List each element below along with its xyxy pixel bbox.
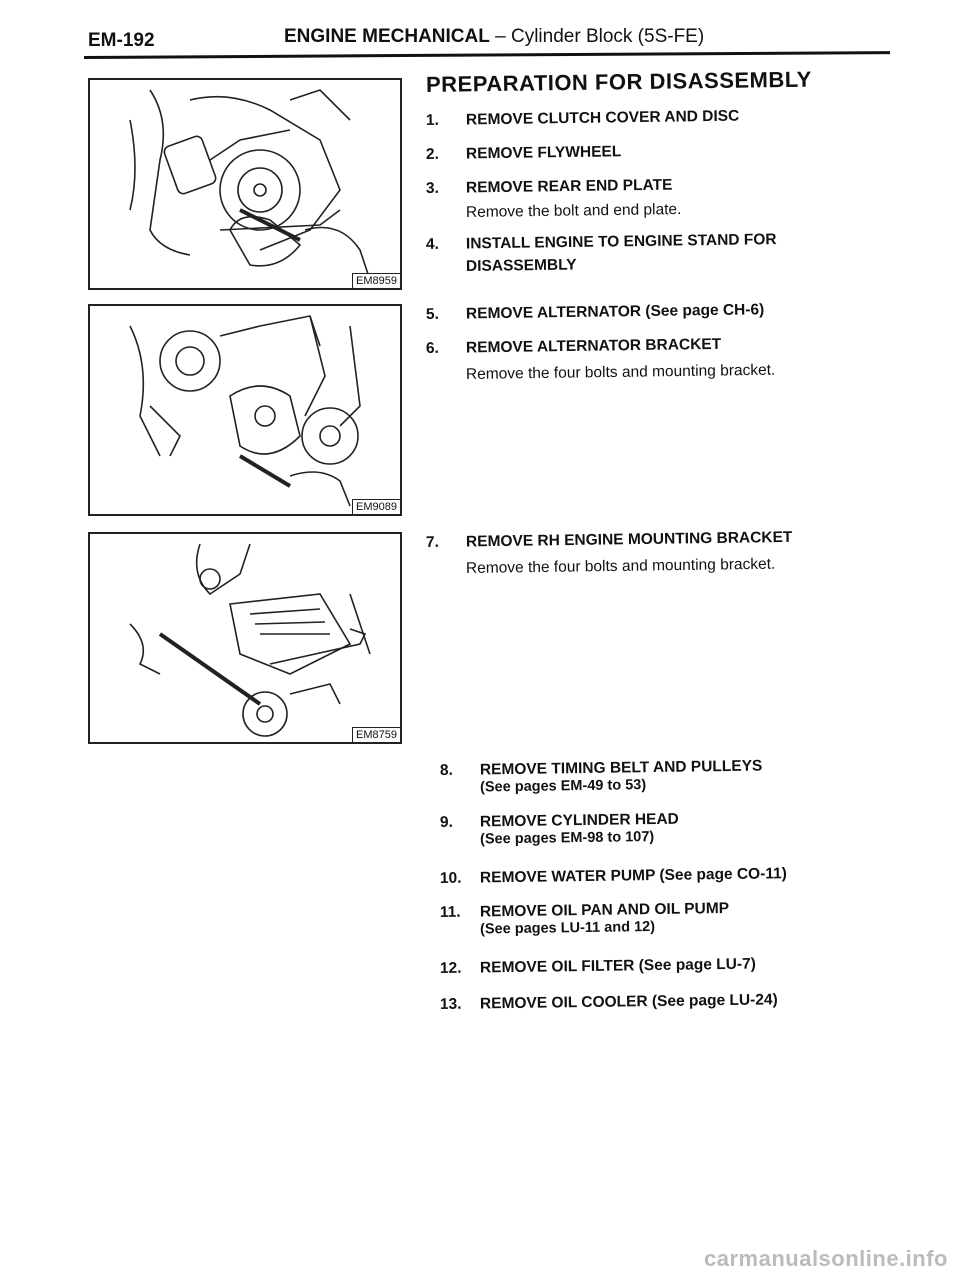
figure-id: EM9089 [352,499,400,514]
step-reference: (See pages LU-11 and 12) [480,918,656,938]
alternator-bracket-illustration [90,306,400,514]
flywheel-illustration [90,80,400,288]
step-11 [440,900,730,938]
chapter-title [284,26,704,48]
step-2 [426,143,622,164]
watermark: carmanualsonline.info [704,1246,948,1271]
step-6-note: Remove the four bolts and mounting bracket. [465,361,776,383]
step-number: 11. [439,903,461,921]
step-title: REMOVE WATER PUMP (See page CO-11) [479,865,787,887]
step-number: 4. [425,235,440,253]
step-10 [440,865,787,888]
step-number: 12. [439,959,462,977]
step-number: 8. [439,761,453,779]
step-number: 2. [425,145,440,163]
step-4-title-continued: DISASSEMBLY [465,256,577,275]
subsection-name: – Cylinder Block (5S-FE) [495,26,705,47]
step-number: 3. [425,179,440,197]
mounting-bracket-illustration [90,534,400,742]
step-title: REMOVE CLUTCH COVER AND DISC [465,107,740,129]
step-13 [440,991,778,1014]
step-number: 1. [425,111,440,129]
step-3 [426,177,673,198]
step-3-note: Remove the bolt and end plate. [465,200,682,221]
step-title: REMOVE OIL PAN AND OIL PUMP [479,899,730,921]
step-title: REMOVE REAR END PLATE [465,176,673,197]
step-title: REMOVE OIL FILTER (See page LU-7) [479,955,756,977]
step-12 [440,956,756,978]
step-number: 6. [425,339,440,357]
step-title: REMOVE TIMING BELT AND PULLEYS [479,757,763,779]
step-number: 10. [439,869,462,887]
figure-alternator-bracket [88,304,402,516]
step-title: REMOVE FLYWHEEL [465,143,622,163]
step-8 [440,757,763,795]
step-4 [426,231,777,254]
header-rule [84,51,890,59]
step-title: REMOVE ALTERNATOR (See page CH-6) [465,301,765,323]
section-name: ENGINE MECHANICAL [284,26,490,47]
step-title: REMOVE RH ENGINE MOUNTING BRACKET [465,528,793,551]
step-number: 5. [425,305,440,323]
step-reference: (See pages EM-98 to 107) [480,829,655,848]
figure-id: EM8759 [352,727,400,742]
step-reference: (See pages EM-49 to 53) [480,777,647,796]
page-code: EM-192 [88,30,155,51]
figure-engine-mounting-bracket [88,532,402,744]
step-title: REMOVE ALTERNATOR BRACKET [465,335,722,357]
figure-flywheel-removal [88,78,402,290]
figure-id: EM8959 [352,273,400,288]
step-number: 13. [439,995,462,1013]
step-9 [440,811,679,848]
step-title: REMOVE CYLINDER HEAD [479,810,679,831]
step-number: 7. [425,533,440,551]
step-6 [426,336,721,358]
step-title: REMOVE OIL COOLER (See page LU-24) [479,991,778,1013]
step-number: 9. [439,813,453,831]
step-7-note: Remove the four bolts and mounting bracket. [465,555,776,577]
step-1 [426,108,740,130]
step-title: INSTALL ENGINE TO ENGINE STAND FOR [465,231,777,253]
section-title: PREPARATION FOR DISASSEMBLY [425,66,813,97]
step-7 [426,529,793,552]
step-5 [426,301,764,324]
